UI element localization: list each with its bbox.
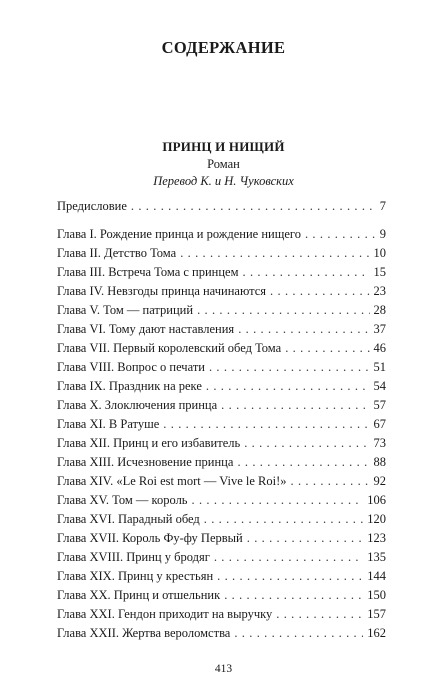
- toc-entry-page: 157: [367, 607, 386, 621]
- toc-entry: [57, 322, 386, 341]
- toc-entry-label: Глава IX. Праздник на реке: [57, 379, 202, 393]
- toc-entry-label: Глава VI. Тому дают наставления: [57, 322, 235, 336]
- toc-entry-label: Глава VII. Первый королевский обед Тома: [57, 341, 282, 355]
- toc-entry: [57, 588, 386, 607]
- dot-leader: [204, 512, 363, 527]
- toc-entry-page: 15: [373, 265, 386, 279]
- dot-leader: [270, 284, 369, 299]
- toc-entry-label: Глава XXII. Жертва вероломства: [57, 626, 231, 640]
- toc-entry-label: Глава III. Встреча Тома с принцем: [57, 265, 239, 279]
- dot-leader: [197, 303, 369, 318]
- toc-entry-page: 144: [367, 569, 386, 583]
- dot-leader: [131, 199, 376, 214]
- toc-entry-label: Глава X. Злоключения принца: [57, 398, 218, 412]
- dot-leader: [224, 588, 363, 603]
- dot-leader: [285, 341, 369, 356]
- dot-leader: [163, 417, 369, 432]
- toc-entry-label: Глава I. Рождение принца и рождение нищего: [57, 227, 301, 241]
- dot-leader: [276, 607, 363, 622]
- toc-entry: [57, 569, 386, 588]
- dot-leader: [221, 398, 369, 413]
- toc-entry-page: 23: [373, 284, 386, 298]
- dot-leader: [234, 626, 363, 641]
- toc-entry-label: Глава XIII. Исчезновение принца: [57, 455, 234, 469]
- dot-leader: [206, 379, 370, 394]
- toc-entry-label: Глава XX. Принц и отшельник: [57, 588, 221, 602]
- toc-entry-page: 88: [373, 455, 386, 469]
- toc-entry-page: 106: [367, 493, 386, 507]
- toc-entry-page: 162: [367, 626, 386, 640]
- dot-leader: [209, 360, 370, 375]
- toc-entry-page: 28: [373, 303, 386, 317]
- toc-entry-label: Глава XII. Принц и его избавитель: [57, 436, 241, 450]
- toc-entry: [57, 379, 386, 398]
- toc-entry-label: Глава II. Детство Тома: [57, 246, 177, 260]
- toc-entry-page: 67: [373, 417, 386, 431]
- toc-entry: [57, 474, 386, 493]
- toc-entry-page: 123: [367, 531, 386, 545]
- toc-entry-label: Глава XVII. Король Фу-фу Первый: [57, 531, 243, 545]
- page-number: 413: [214, 663, 233, 675]
- toc-entry-label: Глава XV. Том — король: [57, 493, 188, 507]
- toc-entry-label: Глава XIX. Принц у крестьян: [57, 569, 214, 583]
- toc-entry: [57, 398, 386, 417]
- dot-leader: [238, 322, 369, 337]
- toc-entry: [57, 531, 386, 550]
- toc-entry-label: Глава VIII. Вопрос о печати: [57, 360, 205, 374]
- toc-entry-page: 9: [379, 227, 386, 241]
- toc-entry-page: 54: [373, 379, 386, 393]
- toc-entry-page: 135: [367, 550, 386, 564]
- dot-leader: [180, 246, 369, 261]
- toc-entry-page: 73: [373, 436, 386, 450]
- toc-entry-label: Глава V. Том — патриций: [57, 303, 194, 317]
- toc-entry: [57, 626, 386, 645]
- dot-leader: [244, 436, 369, 451]
- toc-entry: [57, 607, 386, 626]
- dot-leader: [243, 265, 370, 280]
- toc-entry: [57, 417, 386, 436]
- dot-leader: [192, 493, 364, 508]
- toc-entry: [57, 341, 386, 360]
- toc-entry-label: Предисловие: [57, 199, 127, 213]
- work-translator: Перевод К. и Н. Чуковских: [153, 174, 294, 188]
- toc-entry-label: Глава XXI. Гендон приходит на выручку: [57, 607, 273, 621]
- toc-entry: [57, 550, 386, 569]
- toc-entry: [57, 284, 386, 303]
- work-genre: Роман: [207, 157, 240, 171]
- toc-entry: [57, 455, 386, 474]
- toc-entry: [57, 512, 386, 531]
- toc-entry: [57, 436, 386, 455]
- toc-entry-label: Глава XVIII. Принц у бродяг: [57, 550, 210, 564]
- dot-leader: [305, 227, 376, 242]
- work-title: ПРИНЦ И НИЩИЙ: [162, 139, 285, 154]
- toc-entry-page: 57: [373, 398, 386, 412]
- dot-leader: [247, 531, 364, 546]
- toc-entry-label: Глава XI. В Ратуше: [57, 417, 160, 431]
- toc-entry-page: 46: [373, 341, 386, 355]
- toc-entry-label: Глава IV. Невзгоды принца начинаются: [57, 284, 267, 298]
- toc-entry-label: Глава XVI. Парадный обед: [57, 512, 200, 526]
- table-of-contents: [57, 199, 386, 645]
- toc-entry: [57, 360, 386, 379]
- toc-entry: [57, 227, 386, 246]
- dot-leader: [214, 550, 363, 565]
- toc-entry-page: 37: [373, 322, 386, 336]
- toc-entry: [57, 493, 386, 512]
- dot-leader: [217, 569, 363, 584]
- toc-entry-page: 92: [373, 474, 386, 488]
- toc-entry: [57, 246, 386, 265]
- toc-entry-page: 150: [367, 588, 386, 602]
- page-heading: СОДЕРЖАНИЕ: [161, 38, 286, 57]
- toc-entry-page: 10: [373, 246, 386, 260]
- dot-leader: [291, 474, 370, 489]
- toc-entry-preface: [57, 199, 386, 218]
- toc-entry: [57, 303, 386, 322]
- toc-entry-label: Глава XIV. «Le Roi est mort — Vive le Roi!»: [57, 474, 287, 488]
- toc-entry: [57, 265, 386, 284]
- toc-entry-page: 51: [373, 360, 386, 374]
- toc-entry-page: 7: [379, 199, 386, 213]
- toc-entry-page: 120: [367, 512, 386, 526]
- dot-leader: [237, 455, 369, 470]
